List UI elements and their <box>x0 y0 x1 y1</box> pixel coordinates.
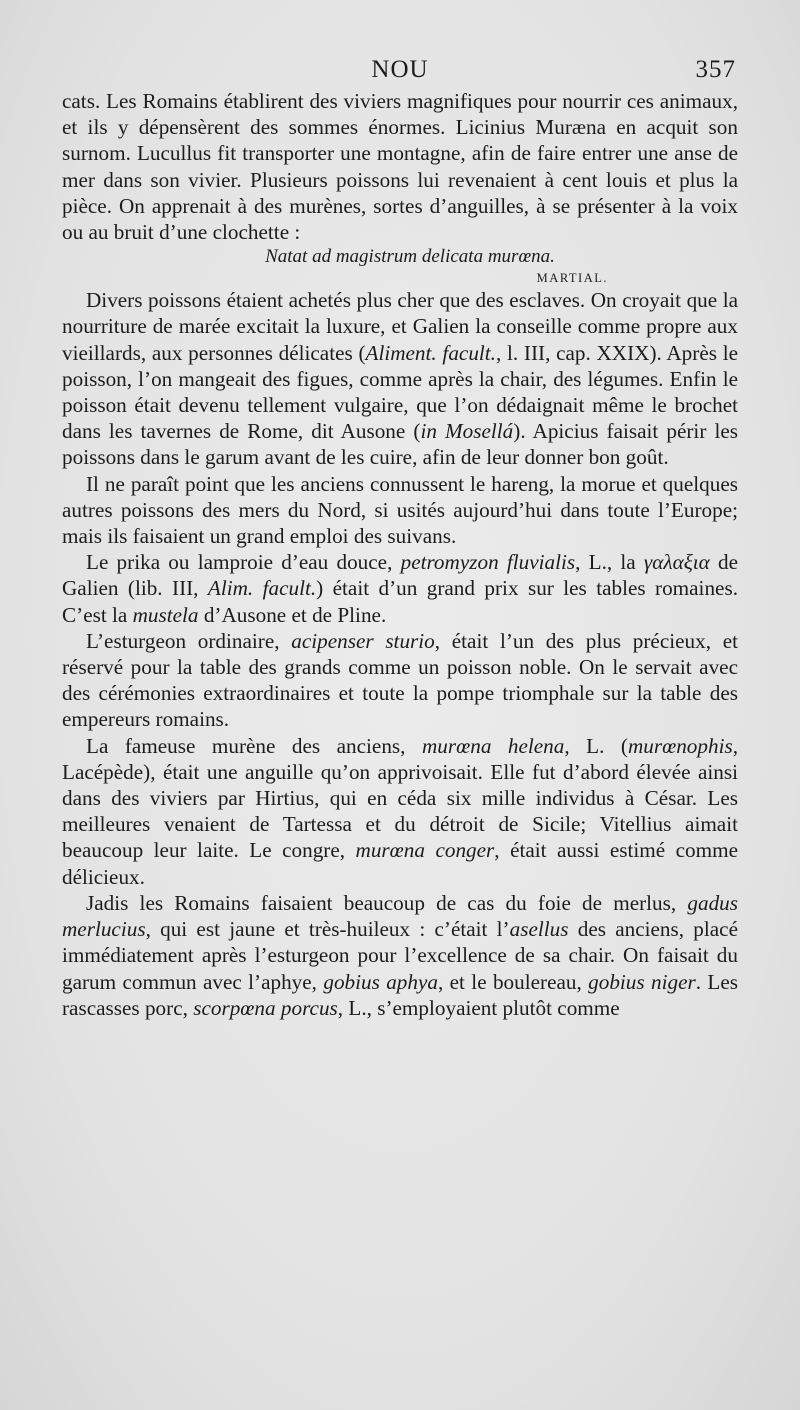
species-name: scorpœna porcus <box>193 995 338 1020</box>
species-name: gadus merlucius <box>62 890 738 942</box>
text-run: , l. III, cap. XXIX). Après le poisson, l’on mangeait des figues, comme après la chair, des légumes. Enfin le poisson était devenu tellement vulgaire, que l’on dédaignait même le brochet dans les tavernes de Rome, dit Ausone ( <box>62 340 738 444</box>
text-run: Il ne paraît point que les anciens connussent le hareng, la morue et quelques autres poissons des mers du Nord, si usités aujourd’hui dans toute l’Europe; mais ils faisaient un grand emploi des suivans. <box>62 471 738 549</box>
text-run: Divers poissons étaient achetés plus cher que des esclaves. On croyait que la nourriture de marée excitait la luxure, et Galien la conseille comme propre aux vieillards, aux personnes délicates ( <box>62 288 738 365</box>
text-run: , L., s’employaient plutôt comme <box>337 995 620 1020</box>
italic-word: asellus <box>509 917 569 942</box>
italic-citation: Aliment. facult. <box>365 340 496 365</box>
paragraph-6 <box>62 733 738 890</box>
text-run: , et le boulereau, <box>438 969 589 994</box>
greek-word: γαλαξια <box>643 550 710 575</box>
species-name: gobius niger <box>588 969 696 994</box>
text-run: , était l’un des plus précieux, et réservé pour la table des grands comme un poisson noble. On le servait avec des cérémonies extraordinaires et toute la pompe triomphale sur la table des empereurs romains. <box>62 628 738 732</box>
species-name: petromyzon fluvialis <box>400 550 576 575</box>
text-run: ). Apicius faisait périr les poissons dans le garum avant de les cuire, afin de leur donner bon goût. <box>62 419 738 470</box>
text-run: d’Ausone et de Pline. <box>198 602 387 627</box>
latin-quote: Natat ad magistrum delicata murœna. <box>265 246 555 268</box>
italic-word: mustela <box>132 602 199 627</box>
text-run: de Galien (lib. III, <box>62 550 738 601</box>
text-run: des anciens, placé immédiatement après l’esturgeon pour l’excellence de sa chair. On faisait du garum commun avec l’aphye, <box>62 917 738 994</box>
italic-citation: in Mosellá <box>420 419 514 444</box>
text-run: , L. ( <box>564 733 628 758</box>
text-run: Le prika ou lamproie d’eau douce, <box>86 550 401 575</box>
paragraph-3 <box>62 471 738 550</box>
paragraph-2 <box>62 287 738 470</box>
text-run: , qui est jaune et très-huileux : c’était l’ <box>145 917 510 942</box>
text-run: ) était d’un grand prix sur les tables romaines. C’est la <box>62 576 738 627</box>
page-number: 357 <box>695 56 736 83</box>
species-name: gobius aphya <box>323 969 438 994</box>
italic-citation: Alim. facult. <box>207 576 317 601</box>
text-run: , était aussi estimé comme délicieux. <box>62 838 738 889</box>
text-run: La fameuse murène des anciens, <box>86 733 422 758</box>
species-name: acipenser sturio <box>291 628 435 653</box>
paragraph-1-text: cats. Les Romains établirent des viviers magnifiques pour nourrir ces animaux, et ils y dépensèrent des sommes énormes. Licinius Muræna en acquit son surnom. Lucullus fit transporter une montagne, afin de faire entrer une anse de mer dans son vivier. Plusieurs poissons lui revenaient à cent louis et plus la pièce. On apprenait à des murènes, sortes d’anguilles, à se présenter à la voix ou au bruit d’une clochette : <box>62 89 738 245</box>
quote-author: MARTIAL. <box>536 271 608 286</box>
body-text <box>62 88 738 1021</box>
species-name: murœnophis <box>627 733 733 758</box>
paragraph-7 <box>62 890 738 1021</box>
text-run: Jadis les Romains faisaient beaucoup de cas du foie de merlus, <box>86 890 688 915</box>
text-run: , Lacépède), était une anguille qu’on apprivoisait. Elle fut d’abord élevée ainsi dans des viviers par Hirtius, qui en céda six mille individus à César. Les meilleures venaient de Tartessa et du détroit de Sicile; Vitellius aimait beaucoup leur laite. Le congre, <box>62 733 739 863</box>
paragraph-1 <box>62 88 738 245</box>
paragraph-5 <box>62 628 738 733</box>
species-name: murœna helena <box>421 733 565 758</box>
text-run: , L., la <box>575 550 644 575</box>
text-run: L’esturgeon ordinaire, <box>86 628 292 653</box>
running-header <box>62 56 738 88</box>
paragraph-4 <box>62 549 738 628</box>
page-title: NOU <box>371 56 429 83</box>
species-name: murœna conger <box>355 838 495 863</box>
text-run: . Les rascasses porc, <box>62 969 738 1020</box>
